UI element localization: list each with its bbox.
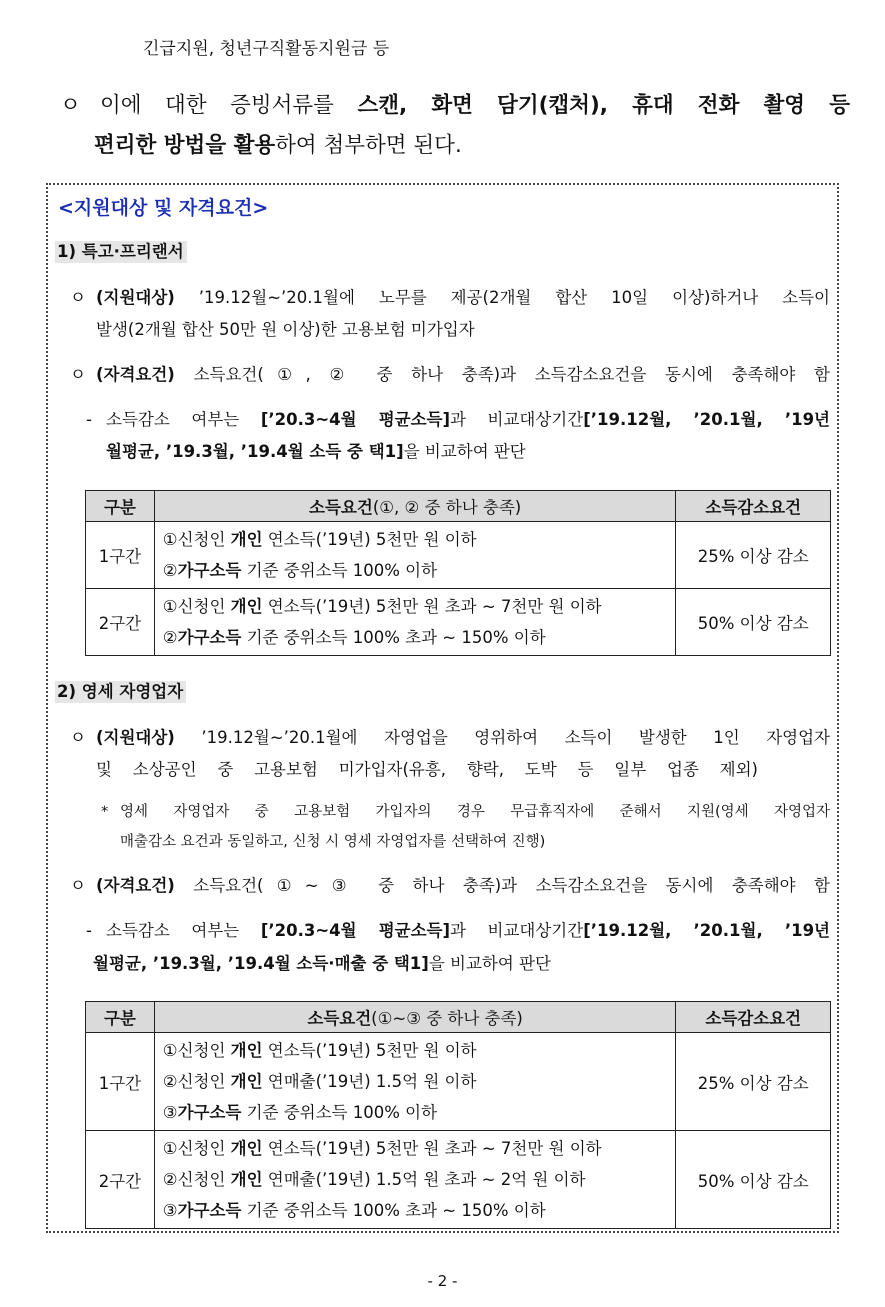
bullet-circle: ㅇ [70, 365, 86, 384]
intro-line-1 [100, 86, 850, 126]
condition-line [163, 622, 668, 653]
target-text: ’19.12월~’20.1월에 자영업을 영위하여 소득이 발생한 1인 자영업자 [174, 728, 830, 747]
condition-line [163, 1066, 668, 1097]
cond-text: 기준 중위소득 100% 초과 ~ 150% 이하 [241, 1201, 546, 1220]
cond-text: 연매출(’19년) 1.5억 원 이하 [262, 1072, 477, 1091]
decline-emphasis: 월평균, ’19.3월, ’19.4월 소득·매출 중 택1] [93, 954, 429, 973]
header-rest: (①~③ 중 하나 충족) [371, 1009, 523, 1028]
cond-bold: 개인 [230, 1139, 263, 1158]
cond-text: ①신청인 [162, 597, 231, 616]
cond-bold: 개인 [230, 597, 263, 616]
income-requirement-table-1 [85, 490, 831, 656]
condition-line [163, 1097, 668, 1128]
cond-text: ② [162, 628, 178, 647]
target-line-2: 발생(2개월 합산 50만 원 이상)한 고용보험 미가입자 [96, 320, 475, 339]
decline-emphasis: [’19.12월, ’20.1월, ’19년 [583, 921, 830, 940]
cond-text: ②신청인 [162, 1072, 231, 1091]
section-title: 2) 영세 자영업자 [55, 681, 186, 703]
cond-text: ③ [162, 1201, 178, 1220]
row-label: 1구간 [86, 1033, 155, 1131]
cond-text: 기준 중위소득 100% 초과 ~ 150% 이하 [241, 628, 546, 647]
label-bold: (자격요건) [96, 876, 175, 895]
cond-text: 연소득(’19년) 5천만 원 이하 [262, 1041, 477, 1060]
cond-text: ①신청인 [162, 1139, 231, 1158]
cond-text: 기준 중위소득 100% 이하 [241, 1103, 438, 1122]
decline-text: 을 비교하여 판단 [403, 442, 526, 461]
cond-text: ①신청인 [162, 1041, 231, 1060]
table-header-row [86, 1002, 831, 1033]
cond-bold: 개인 [230, 1041, 263, 1060]
header-decline-requirement: 소득감소요건 [676, 491, 831, 522]
income-requirement-table-2 [85, 1001, 831, 1229]
cond-bold: 가구소득 [177, 561, 242, 580]
cond-text: 연소득(’19년) 5천만 원 초과 ~ 7천만 원 이하 [262, 597, 602, 616]
requirement-text: 소득요건(①, ② 중 하나 충족)과 소득감소요건을 동시에 충족해야 함 [174, 365, 830, 384]
box-title: <지원대상 및 자격요건> [58, 197, 269, 219]
decline-emphasis: [’19.12월, ’20.1월, ’19년 [583, 410, 830, 429]
row-decline: 50% 이상 감소 [676, 589, 831, 656]
decline-text: 과 비교대상기간 [450, 410, 584, 429]
row-label: 1구간 [86, 522, 155, 589]
decline-text: 을 비교하여 판단 [428, 954, 551, 973]
cond-bold: 개인 [230, 530, 263, 549]
condition-line [163, 524, 668, 555]
bullet-circle: ㅇ [70, 876, 86, 895]
requirement-text: 소득요건(①~③ 중 하나 충족)과 소득감소요건을 동시에 충족해야 함 [174, 876, 830, 895]
note-star: * [101, 804, 109, 820]
row-decline: 50% 이상 감소 [676, 1131, 831, 1229]
dash-marker: - [86, 410, 92, 429]
intro-text: 이에 대한 증빙서류를 [100, 93, 358, 118]
cond-bold: 가구소득 [177, 1201, 242, 1220]
intro-emphasis: 스캔, 화면 담기(캡처), 휴대 전화 촬영 등 [357, 93, 850, 118]
table-header-row [86, 491, 831, 522]
bullet-circle: ㅇ [70, 728, 86, 747]
header-category: 구분 [86, 1002, 155, 1033]
target-line-2: 및 소상공인 중 고용보험 미가입자(유흥, 향락, 도박 등 일부 업종 제외) [96, 760, 758, 779]
table-row [86, 589, 831, 656]
label-bold: (지원대상) [96, 728, 175, 747]
cond-bold: 개인 [230, 1072, 263, 1091]
cond-text: ② [162, 561, 178, 580]
bullet-circle: ㅇ [60, 93, 81, 118]
row-conditions [154, 1033, 676, 1131]
cond-bold: 개인 [230, 1170, 263, 1189]
decline-text: 과 비교대상기간 [450, 921, 584, 940]
page-number: - 2 - [427, 1272, 458, 1290]
row-conditions [154, 522, 676, 589]
label-bold: (자격요건) [96, 365, 175, 384]
table-row [86, 1131, 831, 1229]
decline-line-2 [106, 435, 526, 469]
decline-line-1 [106, 403, 830, 437]
intro-text: 하여 첨부하면 된다. [275, 133, 462, 158]
decline-line-1 [106, 914, 830, 948]
decline-emphasis: [’20.3~4월 평균소득] [260, 921, 450, 940]
condition-line [163, 555, 668, 586]
cond-text: 연소득(’19년) 5천만 원 이하 [262, 530, 477, 549]
condition-line [163, 1035, 668, 1066]
cond-text: 연소득(’19년) 5천만 원 초과 ~ 7천만 원 이하 [262, 1139, 602, 1158]
label-bold: (지원대상) [96, 288, 175, 307]
row-label: 2구간 [86, 589, 155, 656]
cond-bold: 가구소득 [177, 628, 242, 647]
header-decline-requirement: 소득감소요건 [676, 1002, 831, 1033]
decline-text: 소득감소 여부는 [106, 410, 261, 429]
cond-text: ①신청인 [162, 530, 231, 549]
header-income-requirement [154, 1002, 676, 1033]
section-title: 1) 특고·프리랜서 [55, 241, 187, 263]
condition-line [163, 1133, 668, 1164]
table-row [86, 522, 831, 589]
row-decline: 25% 이상 감소 [676, 522, 831, 589]
row-label: 2구간 [86, 1131, 155, 1229]
table-row [86, 1033, 831, 1131]
dash-marker: - [86, 921, 92, 940]
requirement-line [96, 358, 830, 392]
cond-text: ②신청인 [162, 1170, 231, 1189]
cond-bold: 가구소득 [177, 1103, 242, 1122]
decline-emphasis: [’20.3~4월 평균소득] [260, 410, 450, 429]
decline-emphasis: 월평균, ’19.3월, ’19.4월 소득 중 택1] [106, 442, 404, 461]
cond-text: ③ [162, 1103, 178, 1122]
note-line-2: 매출감소 요건과 동일하고, 신청 시 영세 자영업자를 선택하여 진행) [120, 834, 546, 850]
row-conditions [154, 589, 676, 656]
header-bold: 소득요건 [307, 1009, 372, 1028]
decline-text: 소득감소 여부는 [106, 921, 261, 940]
header-income-requirement [154, 491, 676, 522]
condition-line [163, 1195, 668, 1226]
row-conditions [154, 1131, 676, 1229]
note-line-1: 영세 자영업자 중 고용보험 가입자의 경우 무급휴직자에 준해서 지원(영세 자영업자 [120, 804, 830, 820]
intro-line-2 [94, 126, 462, 166]
target-text: ’19.12월~’20.1월에 노무를 제공(2개월 합산 10일 이상)하거나 소득이 [174, 288, 830, 307]
intro-emphasis: 편리한 방법을 활용 [94, 133, 276, 158]
row-decline: 25% 이상 감소 [676, 1033, 831, 1131]
condition-line [163, 591, 668, 622]
condition-line [163, 1164, 668, 1195]
target-line-1 [96, 721, 830, 755]
decline-line-2 [93, 947, 551, 981]
header-rest: (①, ② 중 하나 충족) [372, 498, 522, 517]
cond-text: 연매출(’19년) 1.5억 원 초과 ~ 2억 원 이하 [262, 1170, 586, 1189]
header-bold: 소득요건 [309, 498, 373, 517]
header-category: 구분 [86, 491, 155, 522]
continued-text-line: 긴급지원, 청년구직활동지원금 등 [143, 39, 390, 59]
cond-text: 기준 중위소득 100% 이하 [241, 561, 438, 580]
requirement-line [96, 869, 830, 903]
bullet-circle: ㅇ [70, 288, 86, 307]
target-line-1 [96, 281, 830, 315]
